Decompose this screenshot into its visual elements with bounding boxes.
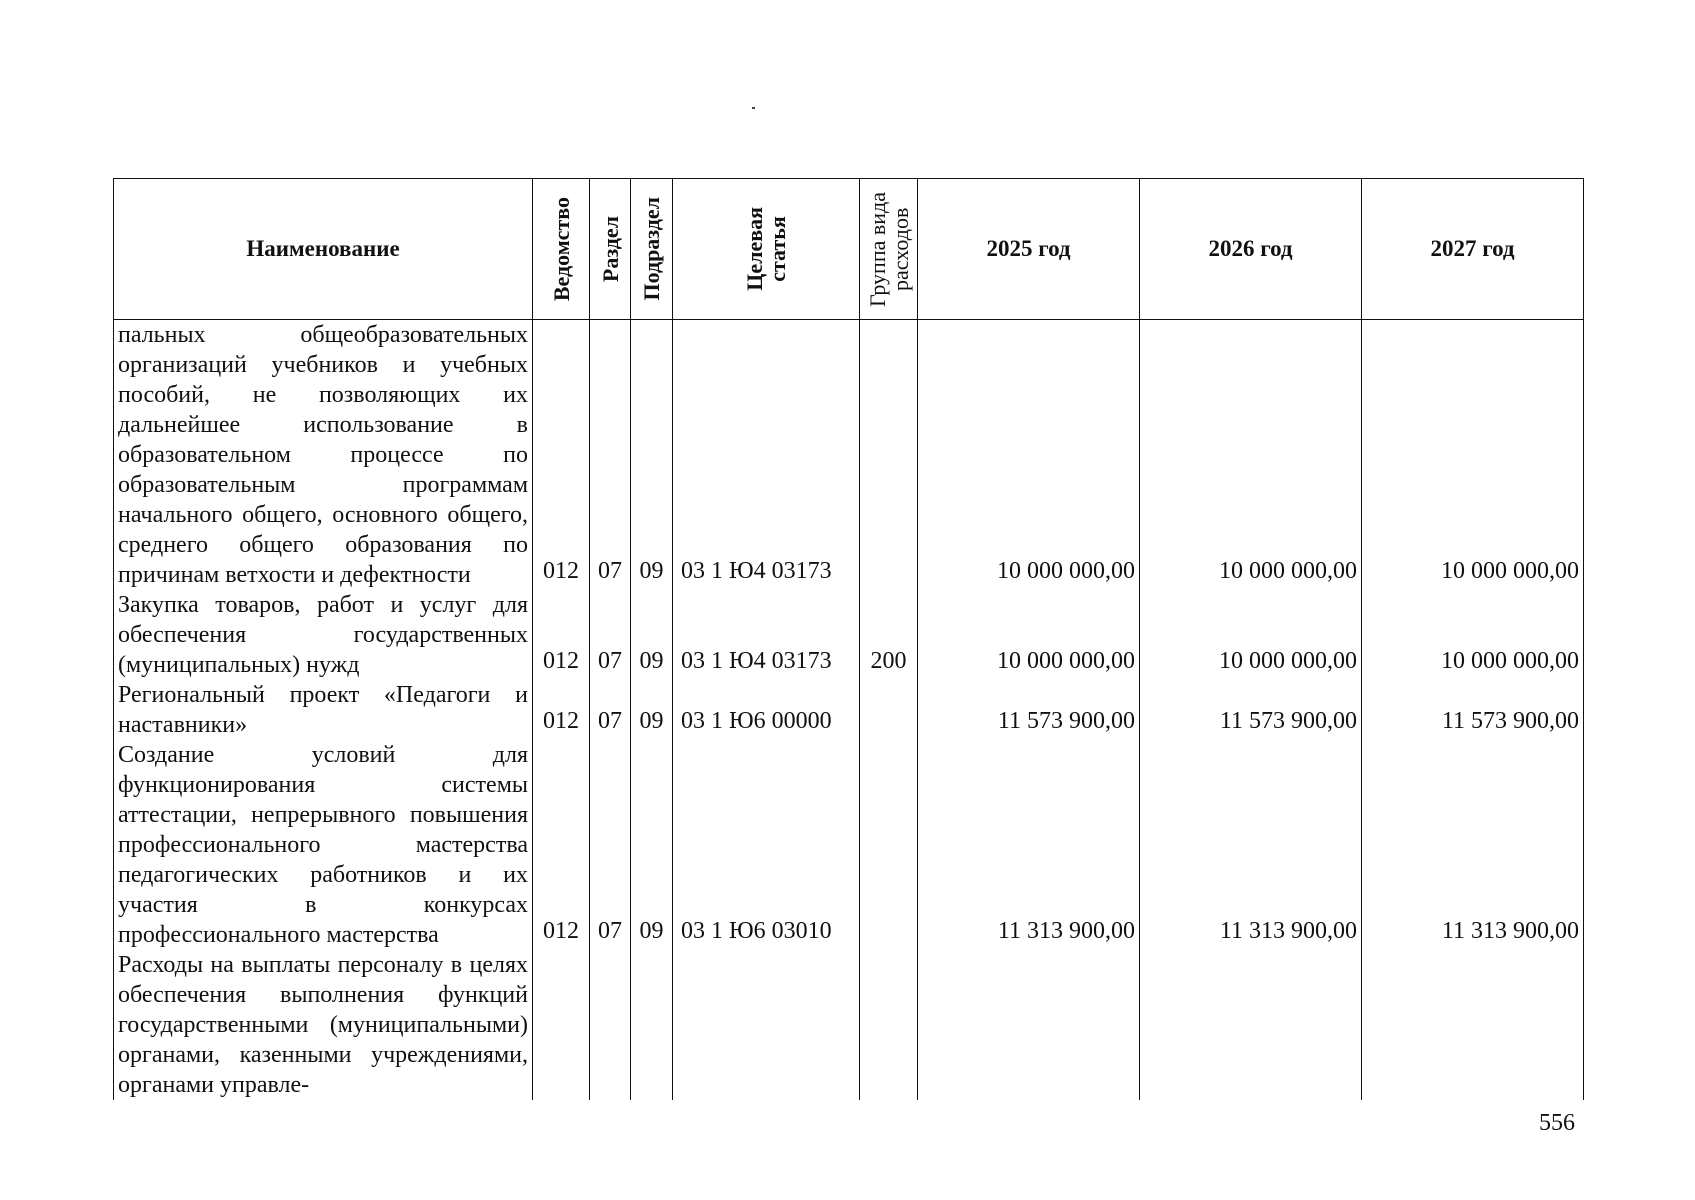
row-amount-2026: 10 000 000,00 xyxy=(1140,320,1362,591)
row-subsection: 09 xyxy=(631,740,673,950)
row-amount-2025 xyxy=(918,950,1140,1100)
header-subsection: Подраздел xyxy=(631,179,673,320)
header-expense-group: Группа вида расходов xyxy=(860,179,918,320)
row-department: 012 xyxy=(533,680,590,740)
row-section: 07 xyxy=(590,680,631,740)
row-target-article: 03 1 Ю6 00000 xyxy=(673,680,860,740)
budget-table xyxy=(113,178,1584,1100)
row-target-article xyxy=(673,950,860,1100)
row-name: пальных общеобразовательных организаций учебников и учебных пособий, не позволяющих их дальнейшее использование в образовательном процессе по образовательным программам начального общего, основного общего, среднего общего образования по причинам ветхости и дефектности xyxy=(114,320,533,591)
page-number: 556 xyxy=(1539,1110,1575,1136)
header-year-2025: 2025 год xyxy=(918,179,1140,320)
header-year-2026: 2026 год xyxy=(1140,179,1362,320)
row-name: Закупка товаров, работ и услуг для обеспечения государственных (муниципальных) нужд xyxy=(114,590,533,680)
row-section xyxy=(590,950,631,1100)
row-amount-2027: 10 000 000,00 xyxy=(1362,320,1584,591)
header-target-article: Целевая статья xyxy=(673,179,860,320)
row-name: Региональный проект «Педагоги и наставники» xyxy=(114,680,533,740)
row-expense-group xyxy=(860,950,918,1100)
header-department: Ведомство xyxy=(533,179,590,320)
table-row xyxy=(114,320,1584,591)
header-section: Раздел xyxy=(590,179,631,320)
row-subsection: 09 xyxy=(631,680,673,740)
header-name: Наименование xyxy=(114,179,533,320)
row-expense-group xyxy=(860,320,918,591)
row-name: Создание условий для функционирования системы аттестации, непрерывного повышения профессионального мастерства педагогических работников и их участия в конкурсах профессионального мастерства xyxy=(114,740,533,950)
row-amount-2027 xyxy=(1362,950,1584,1100)
table-body xyxy=(114,320,1584,1101)
table-row xyxy=(114,680,1584,740)
scan-speck xyxy=(752,107,755,109)
row-department: 012 xyxy=(533,590,590,680)
row-expense-group xyxy=(860,740,918,950)
row-expense-group: 200 xyxy=(860,590,918,680)
row-amount-2025: 10 000 000,00 xyxy=(918,590,1140,680)
header-year-2027: 2027 год xyxy=(1362,179,1584,320)
row-amount-2027: 11 573 900,00 xyxy=(1362,680,1584,740)
row-target-article: 03 1 Ю4 03173 xyxy=(673,320,860,591)
table-row xyxy=(114,740,1584,950)
row-department: 012 xyxy=(533,320,590,591)
row-amount-2027: 11 313 900,00 xyxy=(1362,740,1584,950)
row-section: 07 xyxy=(590,320,631,591)
row-subsection xyxy=(631,950,673,1100)
row-department: 012 xyxy=(533,740,590,950)
row-amount-2026: 10 000 000,00 xyxy=(1140,590,1362,680)
row-amount-2025: 11 313 900,00 xyxy=(918,740,1140,950)
row-department xyxy=(533,950,590,1100)
row-expense-group xyxy=(860,680,918,740)
row-target-article: 03 1 Ю6 03010 xyxy=(673,740,860,950)
row-subsection: 09 xyxy=(631,320,673,591)
row-section: 07 xyxy=(590,740,631,950)
row-amount-2025: 11 573 900,00 xyxy=(918,680,1140,740)
table-header xyxy=(114,179,1584,320)
row-amount-2025: 10 000 000,00 xyxy=(918,320,1140,591)
row-amount-2026 xyxy=(1140,950,1362,1100)
row-subsection: 09 xyxy=(631,590,673,680)
row-name: Расходы на выплаты персоналу в целях обеспечения выполнения функций государственными (муниципальными) органами, казенными учреждениями, органами управле- xyxy=(114,950,533,1100)
table-row xyxy=(114,590,1584,680)
table-row xyxy=(114,950,1584,1100)
row-amount-2027: 10 000 000,00 xyxy=(1362,590,1584,680)
row-target-article: 03 1 Ю4 03173 xyxy=(673,590,860,680)
row-section: 07 xyxy=(590,590,631,680)
row-amount-2026: 11 573 900,00 xyxy=(1140,680,1362,740)
row-amount-2026: 11 313 900,00 xyxy=(1140,740,1362,950)
